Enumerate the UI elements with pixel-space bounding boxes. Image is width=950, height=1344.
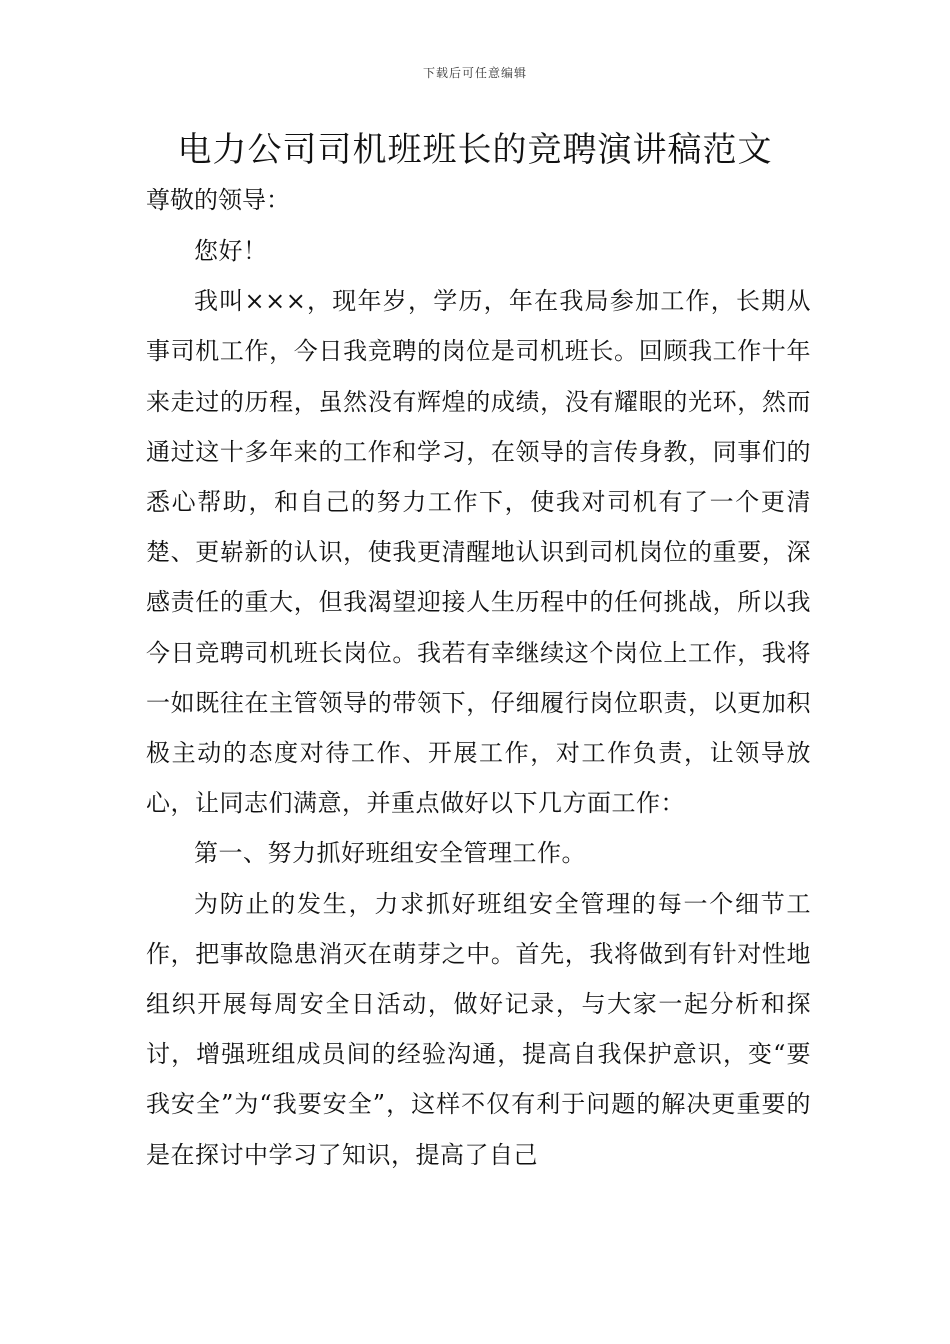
page-header-note: 下载后可任意编辑: [422, 66, 527, 80]
document-body: [146, 226, 811, 1180]
paragraph-safety-management: 为防止的发生，力求抓好班组安全管理的每一个细节工作，把事故隐患消灭在萌芽之中。首先，我将做到有针对性地组织开展每周安全日活动，做好记录，与大家一起分析和探讨，增强班组成员间的经验沟通，提高自我保护意识，变“要我安全”为“我要安全”，这样不仅有利于问题的解决更重要的是在探讨中学习了知识，提高了自己: [146, 889, 811, 1169]
paragraph-introduction: 我叫×××，现年岁，学历，年在我局参加工作，长期从事司机工作，今日我竞聘的岗位是司机班长。回顾我工作十年来走过的历程，虽然没有辉煌的成绩，没有耀眼的光环，然而通过这十多年来的工作和学习，在领导的言传身教，同事们的悉心帮助，和自己的努力工作下，使我对司机有了一个更清楚、更崭新的认识，使我更清醒地认识到司机岗位的重要，深感责任的重大，但我渴望迎接人生历程中的任何挑战，所以我今日竞聘司机班长岗位。我若有幸继续这个岗位上工作，我将一如既往在主管领导的带领下，仔细履行岗位职责，以更加积极主动的态度对待工作、开展工作，对工作负责，让领导放心，让同志们满意，并重点做好以下几方面工作：: [146, 287, 811, 818]
document-title: 电力公司司机班班长的竞聘演讲稿范文: [177, 130, 773, 170]
salutation: 尊敬的领导：: [146, 186, 290, 214]
paragraph-section-heading: 第一、努力抓好班组安全管理工作。: [194, 839, 586, 868]
paragraph-greeting: 您好！: [194, 237, 268, 265]
